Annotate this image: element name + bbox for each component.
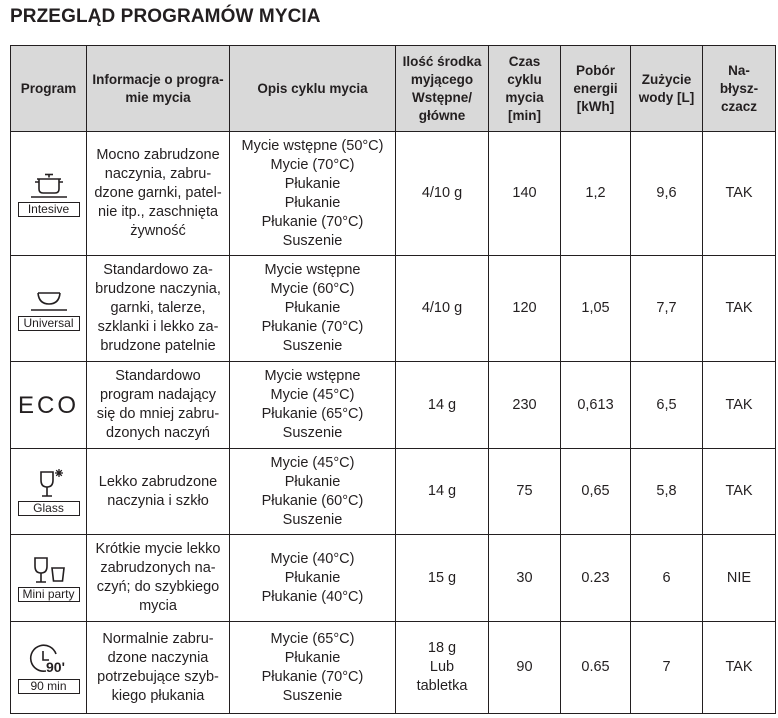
header-info: Informacje o progra- mie mycia xyxy=(87,46,230,132)
energy-usage: 1,2 xyxy=(561,132,631,256)
program-info: Krótkie mycie lekko zabrudzonych na- czyń; do szybkiego mycia xyxy=(87,535,230,622)
header-time: Czas cyklu mycia [min] xyxy=(489,46,561,132)
header-detergent: Ilość środka myjącego Wstępne/ główne xyxy=(396,46,489,132)
program-cell xyxy=(11,622,87,714)
cycle-time: 120 xyxy=(489,256,561,362)
table-row xyxy=(11,132,776,256)
cycle-description: Mycie (65°C) Płukanie Płukanie (70°C) Suszenie xyxy=(230,622,396,714)
program-cell xyxy=(11,256,87,362)
clock-icon-label: 90' xyxy=(45,658,65,675)
program-cell xyxy=(11,362,87,449)
rinse-aid: TAK xyxy=(703,132,776,256)
header-rinse: Na- błysz- czacz xyxy=(703,46,776,132)
eco-label: ECO xyxy=(17,391,79,419)
glass-icon xyxy=(29,468,69,500)
bowl-icon xyxy=(29,287,69,315)
pot-icon xyxy=(29,171,69,201)
cycle-description: Mycie (40°C) Płukanie Płukanie (40°C) xyxy=(230,535,396,622)
program-info: Lekko zabrudzone naczynia i szkło xyxy=(87,449,230,535)
program-cell xyxy=(11,132,87,256)
water-usage: 6 xyxy=(631,535,703,622)
program-info: Standardowo program nadający się do mniej zabru- dzonych naczyń xyxy=(87,362,230,449)
programs-table xyxy=(10,45,776,714)
table-row xyxy=(11,256,776,362)
detergent-amount: 14 g xyxy=(396,449,489,535)
energy-usage: 0,613 xyxy=(561,362,631,449)
detergent-amount: 14 g xyxy=(396,362,489,449)
program-cell xyxy=(11,535,87,622)
rinse-aid: NIE xyxy=(703,535,776,622)
detergent-amount: 4/10 g xyxy=(396,256,489,362)
rinse-aid: TAK xyxy=(703,622,776,714)
energy-usage: 1,05 xyxy=(561,256,631,362)
program-info: Mocno zabrudzone naczynia, zabru- dzone garnki, patel- nie itp., zaschnięta żywność xyxy=(87,132,230,256)
program-badge: Mini party xyxy=(18,587,80,602)
program-badge: Universal xyxy=(18,316,80,331)
cycle-description: Mycie wstępne Mycie (60°C) Płukanie Płukanie (70°C) Suszenie xyxy=(230,256,396,362)
glasses-icon xyxy=(27,554,71,586)
header-program: Program xyxy=(11,46,87,132)
table-row xyxy=(11,535,776,622)
cycle-description: Mycie wstępne Mycie (45°C) Płukanie (65°C) Suszenie xyxy=(230,362,396,449)
header-energy: Pobór energii [kWh] xyxy=(561,46,631,132)
header-cycle: Opis cyklu mycia xyxy=(230,46,396,132)
rinse-aid: TAK xyxy=(703,449,776,535)
program-cell xyxy=(11,449,87,535)
program-badge: Glass xyxy=(18,501,80,516)
cycle-time: 75 xyxy=(489,449,561,535)
water-usage: 5,8 xyxy=(631,449,703,535)
cycle-description: Mycie (45°C) Płukanie Płukanie (60°C) Suszenie xyxy=(230,449,396,535)
table-row xyxy=(11,622,776,714)
rinse-aid: TAK xyxy=(703,362,776,449)
program-badge: 90 min xyxy=(18,679,80,694)
energy-usage: 0,65 xyxy=(561,449,631,535)
water-usage: 7,7 xyxy=(631,256,703,362)
clock-icon xyxy=(26,642,72,678)
water-usage: 6,5 xyxy=(631,362,703,449)
table-row xyxy=(11,449,776,535)
header-water: Zużycie wody [L] xyxy=(631,46,703,132)
page-title: PRZEGLĄD PROGRAMÓW MYCIA xyxy=(10,6,321,27)
cycle-time: 140 xyxy=(489,132,561,256)
water-usage: 7 xyxy=(631,622,703,714)
cycle-time: 230 xyxy=(489,362,561,449)
water-usage: 9,6 xyxy=(631,132,703,256)
header-row xyxy=(11,46,776,132)
energy-usage: 0.23 xyxy=(561,535,631,622)
energy-usage: 0.65 xyxy=(561,622,631,714)
cycle-description: Mycie wstępne (50°C) Mycie (70°C) Płukanie Płukanie Płukanie (70°C) Suszenie xyxy=(230,132,396,256)
cycle-time: 30 xyxy=(489,535,561,622)
detergent-amount: 15 g xyxy=(396,535,489,622)
program-info: Standardowo za- brudzone naczynia, garnki, talerze, szklanki i lekko za- brudzone patelnie xyxy=(87,256,230,362)
program-info: Normalnie zabru- dzone naczynia potrzebujące szyb- kiego płukania xyxy=(87,622,230,714)
detergent-amount: 4/10 g xyxy=(396,132,489,256)
rinse-aid: TAK xyxy=(703,256,776,362)
table-row xyxy=(11,362,776,449)
cycle-time: 90 xyxy=(489,622,561,714)
program-badge: Intesive xyxy=(18,202,80,217)
detergent-amount: 18 g Lub tabletka xyxy=(396,622,489,714)
